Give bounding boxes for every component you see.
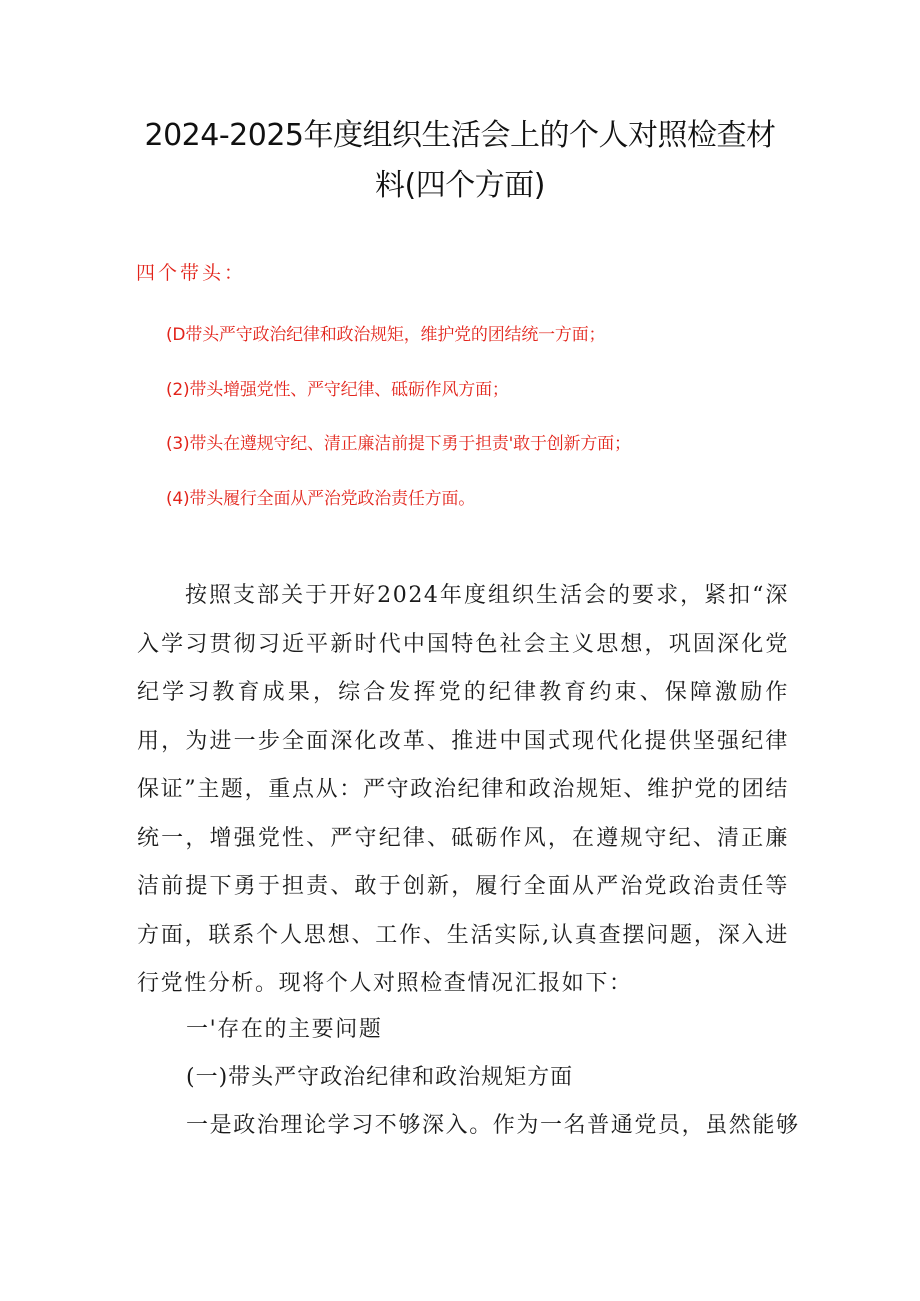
document-title-line-1: 2024-2025年度组织生活会上的个人对照检查材: [144, 118, 776, 153]
body-next-line: 一是政治理论学习不够深入。作为一名普通党员，虽然能够: [186, 1113, 800, 1138]
four-leads-item-4: (4)带头履行全面从严治党政治责任方面。: [166, 489, 476, 509]
section-heading: 一'存在的主要问题: [186, 1017, 383, 1042]
four-leads-item-1: (D带头严守政治纪律和政治规矩，维护党的团结统一方面；: [166, 325, 606, 345]
four-leads-heading: 四个带头：: [136, 262, 247, 284]
body-paragraph: 按照支部关于开好2024年度组织生活会的要求，紧扣“深入学习贯彻习近平新时代中国特色社会主义思想，巩固深化党纪学习教育成果，综合发挥党的纪律教育约束、保障激励作用，为进一步全面深化改革、推进中国式现代化提供坚强纪律保证”主题，重点从：严守政治纪律和政治规矩、维护党的团结统一，增强党性、严守纪律、砥砺作风，在遵规守纪、清正廉洁前提下勇于担责、敢于创新，履行全面从严治党政治责任等方面，联系个人思想、工作、生活实际,认真查摆问题，深入进行党性分析。现将个人对照检查情况汇报如下：: [137, 583, 789, 996]
four-leads-item-2: (2)带头增强党性、严守纪律、砥砺作风方面；: [166, 380, 509, 400]
four-leads-item-3: (3)带头在遵规守纪、清正廉洁前提下勇于担责'敢于创新方面；: [166, 434, 631, 454]
document-title-line-2: 料(四个方面): [375, 168, 545, 203]
subsection-heading: (一)带头严守政治纪律和政治规矩方面: [186, 1065, 574, 1090]
